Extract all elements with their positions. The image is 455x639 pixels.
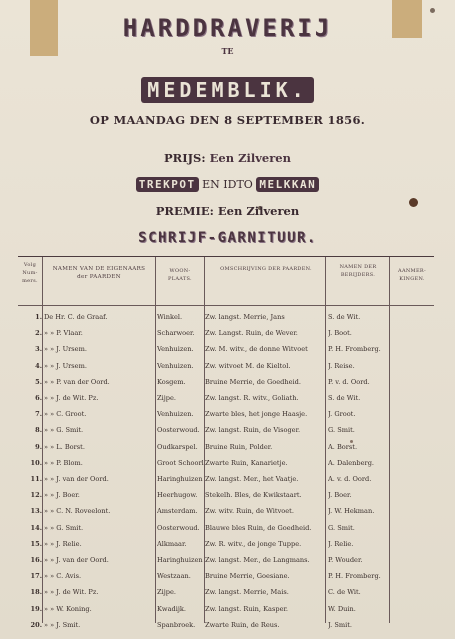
residence: Zijpe. [157,394,176,402]
horse-description: Zwarte bles, het jonge Haasje. [205,410,308,419]
horse-description: Zw. langst. Merrie, Mais. [205,588,289,597]
owner-name: » » P. van der Oord. [44,377,110,386]
rider-name: J. Relie. [328,539,354,548]
row-number: 16. [30,556,42,564]
table-row [18,487,434,504]
prize-item-melkkan: MELKKAN [256,177,319,192]
owner-name: » » J. Relie. [44,539,82,548]
prize-connector: EN IDTO [202,178,253,191]
rider-name: G. Smit. [328,426,355,435]
owner-name: » » C. N. Roveelont. [44,507,111,516]
town-banner [0,77,455,103]
residence: Haringhuizen [157,475,203,483]
table-row [18,341,434,358]
row-number: 8. [35,426,42,435]
table-row [18,325,434,342]
table-row [18,422,434,439]
horse-description: Zw. langst. Ruin, Kasper. [205,604,289,613]
header-divider [18,305,434,306]
row-number: 5. [35,377,42,386]
rider-name: P. v. d. Oord. [328,377,370,386]
row-number: 6. [35,394,42,402]
residence: Haringhuizen [157,556,203,564]
rider-name: J. W. Hekman. [328,507,375,516]
horse-description: Zw. witvoet M. de Kieltol. [205,361,291,370]
owner-name: » » P. Blom. [44,458,83,467]
owner-name: » » J. de Wit. Pz. [44,588,99,597]
row-number: 3. [35,345,42,354]
residence: Oudkarspel. [157,442,198,451]
owner-name: » » G. Smit. [44,523,84,532]
premium-item: SCHRIJF-GARNITUUR. [138,230,317,246]
table-row [18,552,434,569]
rider-name: P. H. Fromberg. [328,572,381,581]
horse-description: Zw. witv. Ruin, de Witvoet. [205,507,294,516]
row-number: 1. [35,313,42,321]
prize-items [0,177,455,192]
owner-name: » » C. Groot. [44,410,87,419]
row-number: 9. [35,442,42,451]
rider-name: J. Groot. [328,410,356,419]
owner-name: » » L. Borst. [44,442,85,451]
header-berijders: NAMEN DER BERIJDERS. [339,264,377,278]
rider-name: C. de Wit. [328,588,361,597]
horse-description: Zw. langst. Merrie, Jans [205,313,285,321]
residence: Zijpe. [157,588,176,597]
row-number: 18. [30,588,42,597]
table-row [18,358,434,375]
rider-name: A. Borst. [328,442,358,451]
poster-title: HARDDRAVERIJ [122,14,333,42]
residence: Kwadijk. [157,604,186,613]
owner-name: » » P. Vlaar. [44,329,83,338]
row-number: 2. [35,329,42,338]
residence: Winkel. [157,313,183,321]
horse-description: Stekelh. Bles, de Kwikstaart. [205,491,302,500]
row-number: 17. [30,572,42,581]
residence: Alkmaar. [157,539,187,548]
horse-description: Zw. langst. Mer., de Langmans. [205,556,310,564]
residence: Kosgem. [157,377,186,386]
table-row [18,390,434,407]
owner-name: » » G. Smit. [44,426,84,435]
rider-name: G. Smit. [328,523,355,532]
table-row [18,406,434,423]
prize-label: PRIJS: [164,151,206,165]
residence: Venhuizen. [157,410,194,419]
owner-name: » » J. Boer. [44,491,80,500]
header-namen: NAMEN VAN DE EIGENAARS der PAARDEN [52,266,146,280]
residence: Oosterwoud. [157,523,200,532]
rider-name: A. v. d. Oord. [328,475,372,483]
horse-description: Zw. M. witv., de donne Witvoet [205,345,308,354]
town-name: MEDEMBLIK. [141,77,313,103]
owner-name: » » J. Smit. [44,620,81,629]
rider-name: J. Boer. [328,491,352,500]
owner-name: » » J. de Wit. Pz. [44,394,99,402]
row-number: 12. [30,491,42,500]
rider-name: J. Smit. [328,620,352,629]
horse-description: Bruine Merrie, de Goedheid. [205,377,301,386]
horse-description: Zw. R. witv., de jonge Tuppe. [205,539,302,548]
header-omschrijving: OMSCHRIJVING DER PAARDEN. [220,266,312,272]
horse-description: Blauwe bles Ruin, de Goedheid. [205,523,312,532]
residence: Amsterdam. [157,507,198,516]
table-row [18,520,434,537]
horse-description: Bruine Merrie, Goesiane. [205,572,290,581]
rider-name: W. Duin. [328,604,356,613]
stain-spot [430,8,435,13]
row-number: 15. [30,539,42,548]
horse-description: Bruine Ruin, Polder. [205,442,273,451]
owner-name: De Hr. C. de Graaf. [44,313,108,321]
prize-item-trekpot: TREKPOT [136,177,199,192]
rider-name: S. de Wit. [328,313,361,321]
table-row [18,471,434,488]
horse-description: Zw. langst. Ruin, de Visoger. [205,426,301,435]
horse-description: Zwarte Ruin, de Reus. [205,620,280,629]
prize-text: Een Zilveren [209,151,291,165]
residence: Venhuizen. [157,345,194,354]
entries-table [18,256,434,631]
table-row [18,536,434,553]
rider-name: P. H. Fromberg. [328,345,381,354]
row-number: 19. [30,604,42,613]
owner-name: » » W. Koning. [44,604,92,613]
horse-description: Zw. langst. Mer., het Vaatje. [205,475,299,483]
table-row [18,503,434,520]
table-row [18,374,434,391]
premium-text: Een Zilveren [217,204,300,218]
owner-name: » » J. Ursem. [44,345,87,354]
row-number: 14. [30,523,42,532]
residence: Scharwoer. [157,329,195,338]
row-number: 10. [30,458,42,467]
residence: Heerhugow. [157,491,198,500]
rider-name: J. Boot. [328,329,352,338]
owner-name: » » J. van der Oord. [44,556,109,564]
residence: Oosterwoud. [157,426,200,435]
title-connector: TE [221,46,234,56]
row-number: 13. [30,507,42,516]
table-row [18,309,434,326]
table-row [18,601,434,618]
event-date: OP MAANDAG DEN 8 SEPTEMBER 1856. [89,113,366,127]
row-number: 7. [35,410,42,419]
horse-description: Zw. Langst. Ruin, de Wever. [205,329,298,338]
premium-line [0,204,455,218]
horse-description: Zw. langst. R. witv., Goliath. [205,394,299,402]
rider-name: S. de Wit. [328,394,361,402]
owner-name: » » C. Avis. [44,572,82,581]
table-row [18,617,434,634]
rider-name: P. Wouder. [328,556,363,564]
premium-label: PREMIE: [155,204,214,218]
rider-name: J. Reise. [328,361,355,370]
table-row [18,455,434,472]
header-aanmerkingen: AANMER- KINGEN. [398,268,426,282]
residence: Spanbroek. [157,620,196,629]
table-row [18,439,434,456]
owner-name: » » J. van der Oord. [44,475,109,483]
residence: Westzaan. [157,572,191,581]
row-number: 11. [30,475,42,483]
owner-name: » » J. Ursem. [44,361,87,370]
prize-line [0,151,455,165]
table-row [18,584,434,601]
header-woonplaats: WOON- PLAATS. [168,268,192,282]
table-row [18,568,434,585]
residence: Groot Schoorl [157,458,204,467]
residence: Venhuizen. [157,361,194,370]
row-number: 4. [35,361,42,370]
header-volg: Volg Num- mers. [22,262,38,284]
row-number: 20. [30,620,42,629]
horse-description: Zwarte Ruin, Kanarietje. [205,458,288,467]
rider-name: A. Dalenberg. [328,458,375,467]
